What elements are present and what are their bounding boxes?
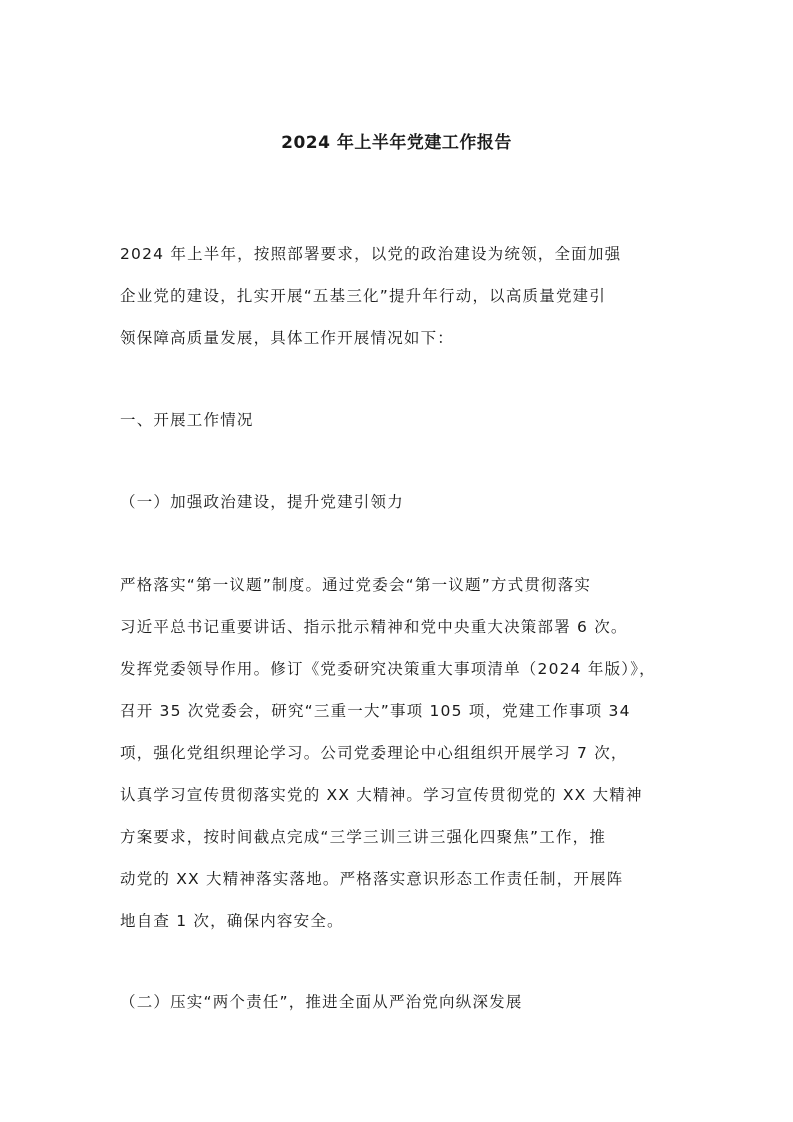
body-line: 地自查 1 次，确保内容安全。 (120, 912, 344, 930)
section-heading: 一、开展工作情况 (120, 411, 254, 429)
subsection-heading: （一）加强政治建设，提升党建引领力 (120, 493, 404, 511)
intro-line: 2024 年上半年，按照部署要求，以党的政治建设为统领，全面加强 (120, 245, 622, 263)
body-line: 项，强化党组织理论学习。公司党委理论中心组组织开展学习 7 次， (120, 744, 628, 762)
body-line: 习近平总书记重要讲话、指示批示精神和党中央重大决策部署 6 次。 (120, 618, 628, 636)
body-line: 认真学习宣传贯彻落实党的 XX 大精神。学习宣传贯彻党的 XX 大精神 (120, 786, 643, 804)
intro-line: 领保障高质量发展，具体工作开展情况如下： (120, 329, 455, 347)
body-line: 发挥党委领导作用。修订《党委研究决策重大事项清单（2024 年版）》， (120, 660, 656, 678)
subsection-heading: （二）压实“两个责任”，推进全面从严治党向纵深发展 (120, 993, 523, 1011)
body-line: 严格落实“第一议题”制度。通过党委会“第一议题”方式贯彻落实 (120, 576, 592, 594)
body-line: 召开 35 次党委会，研究“三重一大”事项 105 项，党建工作事项 34 (120, 702, 631, 720)
intro-line: 企业党的建设，扎实开展“五基三化”提升年行动，以高质量党建引 (120, 287, 607, 305)
body-line: 方案要求，按时间截点完成“三学三训三讲三强化四聚焦”工作，推 (120, 828, 607, 846)
body-line: 动党的 XX 大精神落实落地。严格落实意识形态工作责任制，开展阵 (120, 870, 624, 888)
document-title: 2024 年上半年党建工作报告 (281, 133, 512, 153)
